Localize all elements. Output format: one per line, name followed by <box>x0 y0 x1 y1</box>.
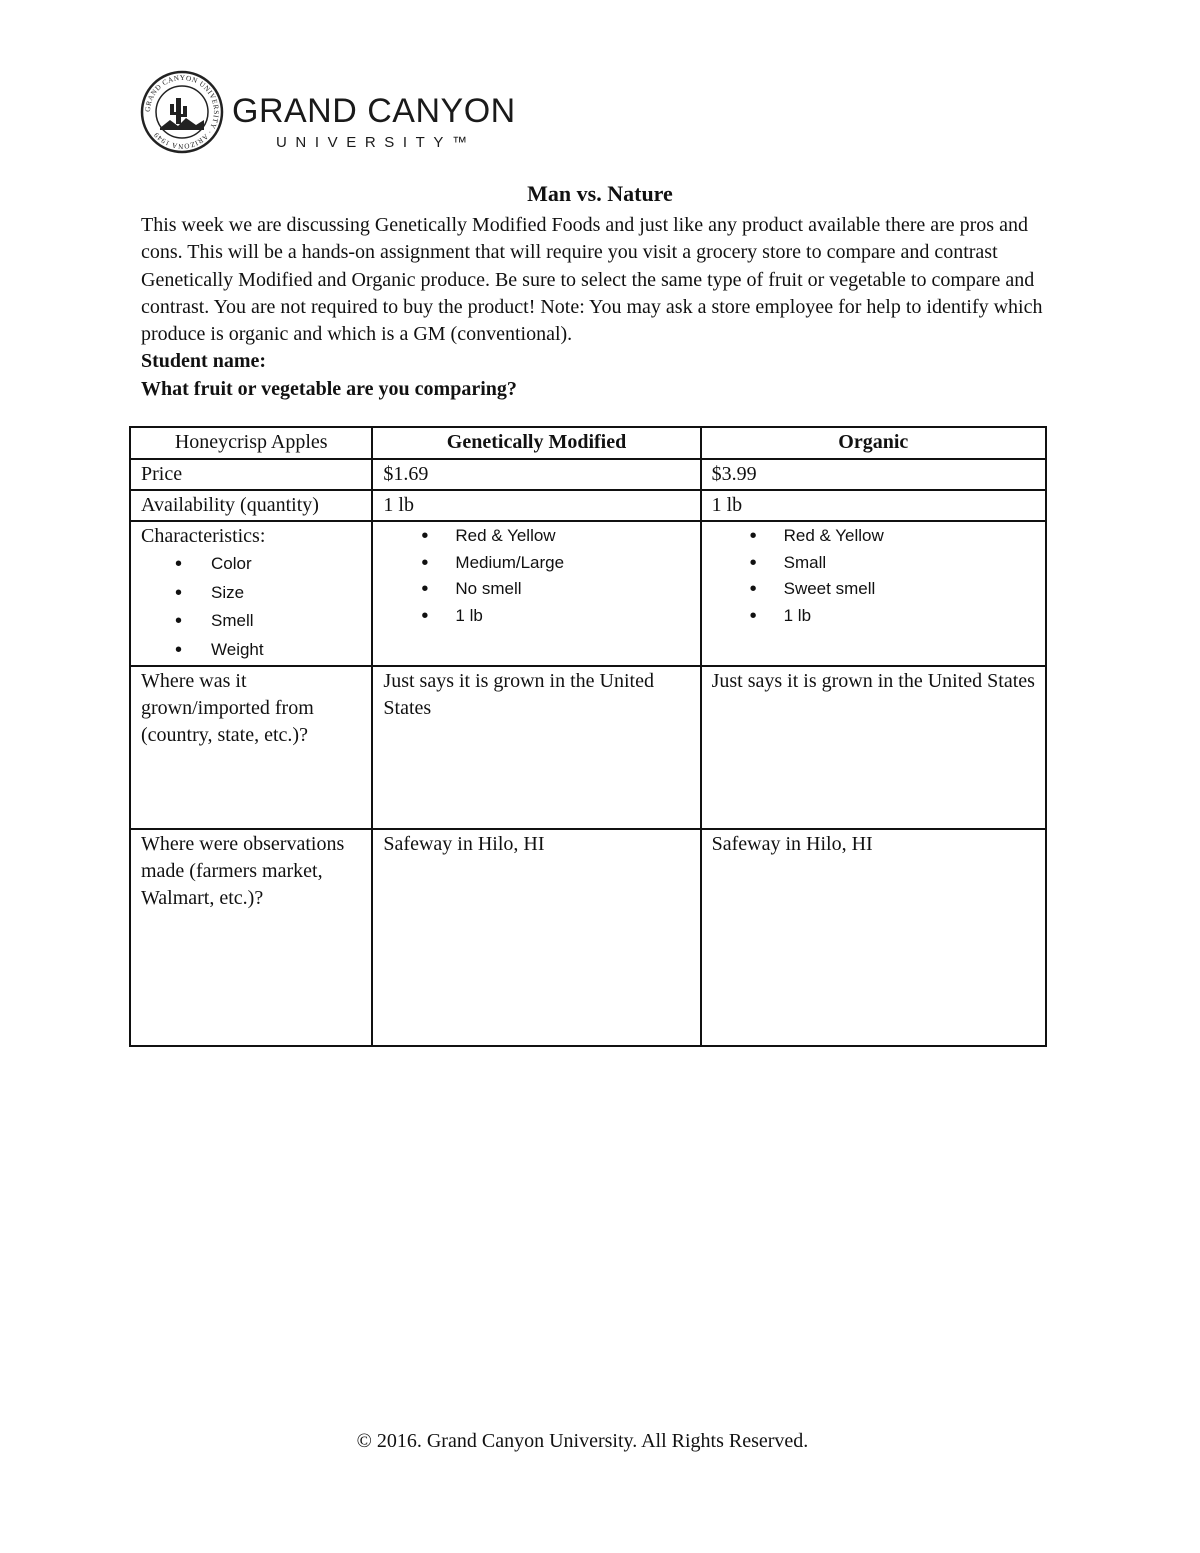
organic-observations: Safeway in Hilo, HI <box>701 829 1046 1046</box>
logo-title: GRAND CANYON <box>232 92 516 130</box>
list-item: • Small <box>712 550 1035 577</box>
student-name-label: Student name: <box>141 350 267 373</box>
table-header-row <box>130 427 1046 459</box>
list-item: • No smell <box>383 576 689 603</box>
intro-section <box>141 212 1061 403</box>
list-item: • Red & Yellow <box>383 523 689 550</box>
seal-text: GRAND CANYON UNIVERSITY · ARIZONA 1949 <box>143 73 221 151</box>
gm-origin: Just says it is grown in the United States <box>372 666 700 829</box>
university-logo <box>140 70 520 156</box>
organic-characteristics <box>701 521 1046 666</box>
intro-paragraph: This week we are discussing Genetically Modified Foods and just like any product available there are pros and cons. This will be a hands-on assignment that will require you visit a grocery store to compare and contrast Genetically Modified and Organic produce. Be sure to select the same type of fruit or vegetable to compare and contrast. You are not required to buy the product! Note: You may ask a store employee for help to identify which produce is organic and which is a GM (conventional). <box>141 214 1043 346</box>
organic-price: $3.99 <box>701 459 1046 490</box>
list-item: • Sweet smell <box>712 576 1035 603</box>
row-label-availability: Availability (quantity) <box>130 490 372 521</box>
table-row-price <box>130 459 1046 490</box>
copyright-footer: © 2016. Grand Canyon University. All Rights Reserved. <box>356 1430 809 1452</box>
list-item: • Weight <box>141 636 361 665</box>
list-item: • 1 lb <box>383 603 689 630</box>
characteristics-list <box>141 550 361 664</box>
list-item: • Color <box>141 550 361 579</box>
gm-characteristics <box>372 521 700 666</box>
row-label-price: Price <box>130 459 372 490</box>
comparing-label: What fruit or vegetable are you comparing? <box>141 377 517 400</box>
gm-observations: Safeway in Hilo, HI <box>372 829 700 1046</box>
table-row-characteristics <box>130 521 1046 666</box>
organic-characteristics-list <box>712 523 1035 629</box>
university-seal-icon <box>140 70 224 154</box>
comparison-table <box>129 426 1047 1047</box>
list-item: • 1 lb <box>712 603 1035 630</box>
gm-characteristics-list <box>383 523 689 629</box>
logo-subtitle: UNIVERSITY™ <box>276 134 476 151</box>
organic-availability: 1 lb <box>701 490 1046 521</box>
list-item: • Smell <box>141 607 361 636</box>
header-organic: Organic <box>701 427 1046 459</box>
header-produce: Honeycrisp Apples <box>130 427 372 459</box>
row-label-characteristics-cell <box>130 521 372 666</box>
organic-origin: Just says it is grown in the United States <box>701 666 1046 829</box>
list-item: • Red & Yellow <box>712 523 1035 550</box>
table-row-observations <box>130 829 1046 1046</box>
list-item: • Size <box>141 579 361 608</box>
gm-availability: 1 lb <box>372 490 700 521</box>
row-label-origin: Where was it grown/imported from (country, state, etc.)? <box>130 666 372 829</box>
table-row-origin <box>130 666 1046 829</box>
list-item: • Medium/Large <box>383 550 689 577</box>
header-genetically-modified: Genetically Modified <box>372 427 700 459</box>
row-label-observations: Where were observations made (farmers market, Walmart, etc.)? <box>130 829 372 1046</box>
page-title: Man vs. Nature <box>527 181 673 206</box>
table-row-availability <box>130 490 1046 521</box>
row-label-characteristics: Characteristics: <box>141 525 266 547</box>
gm-price: $1.69 <box>372 459 700 490</box>
